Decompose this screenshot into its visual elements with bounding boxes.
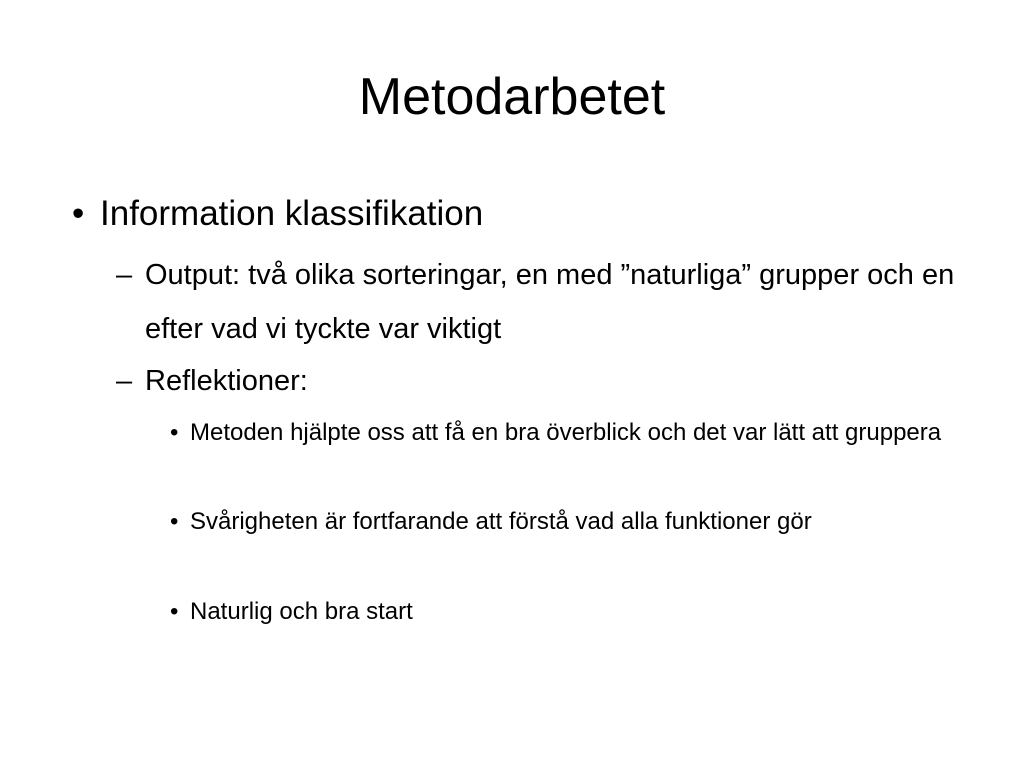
bullet-marker: • (170, 419, 179, 446)
bullet-item-level3 (170, 592, 960, 632)
bullet-item-level3 (170, 413, 960, 453)
dash-marker: – (116, 259, 133, 291)
bullet-text: Output: två olika sorteringar, en med ”naturliga” grupper och en efter vad vi tyckte var viktigt (145, 259, 955, 345)
bullet-marker: • (170, 598, 179, 625)
bullet-item-level1 (72, 191, 972, 237)
bullet-marker: • (170, 508, 179, 535)
slide-title: Metodarbetet (358, 68, 666, 126)
bullet-item-level2 (116, 354, 976, 408)
bullet-marker: • (72, 194, 85, 233)
bullet-text: Reflektioner: (145, 365, 308, 397)
bullet-text: Svårigheten är fortfarande att förstå vad alla funktioner gör (190, 508, 812, 535)
bullet-item-level2 (116, 248, 976, 356)
dash-marker: – (116, 365, 133, 397)
bullet-text: Metoden hjälpte oss att få en bra överblick och det var lätt att gruppera (190, 419, 942, 446)
bullet-text: Naturlig och bra start (190, 598, 413, 625)
bullet-item-level3 (170, 502, 960, 542)
bullet-text: Information klassifikation (100, 194, 484, 233)
